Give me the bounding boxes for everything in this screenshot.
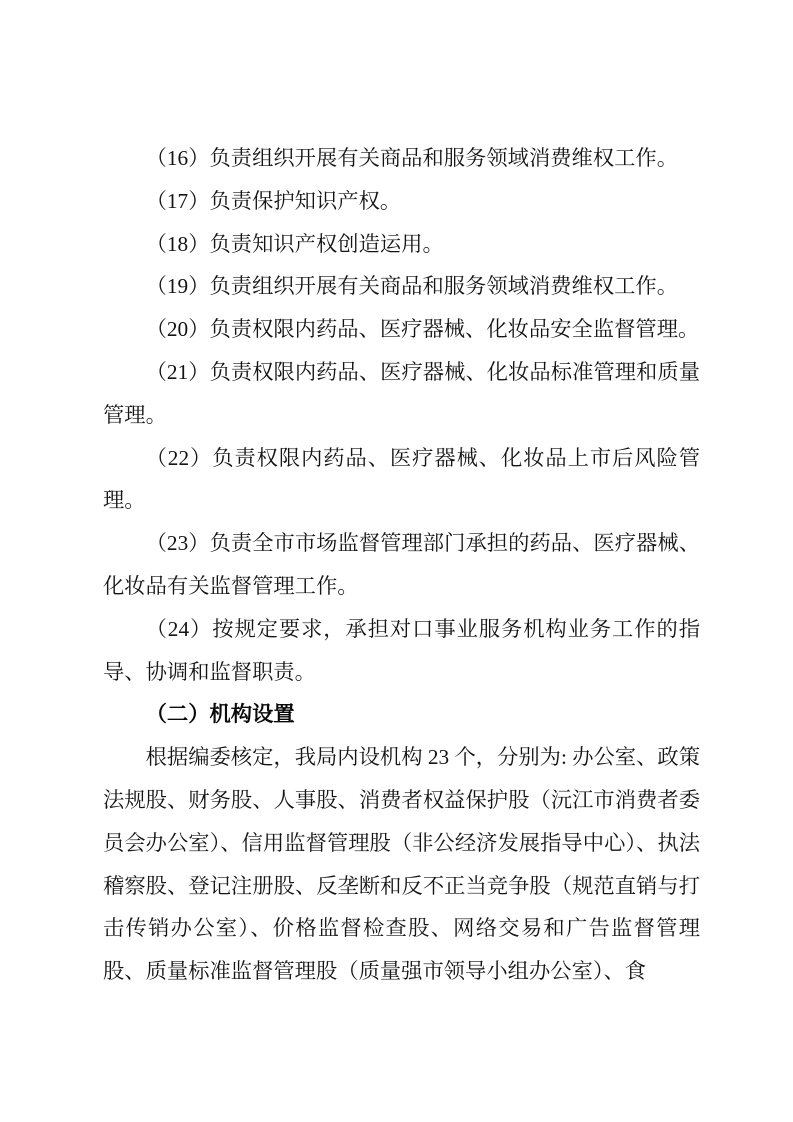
paragraph-item-20: （20）负责权限内药品、医疗器械、化妆品安全监督管理。 [145,317,700,342]
paragraph-organization-setup-body: 根据编委核定，我局内设机构 23 个，分别为: 办公室、政策法规股、财务股、人事股、消费者权益保护股（沅江市消费者委员会办公室）、信用监督管理股（非公经济发展指导中心）、执法稽察股、登记注册股、反垄断和反不正当竞争股（规范直销与打击传销办公室）、价格监督检查股、网络交易和广告监督管理股、质量标准监督管理股（质量强市领导小组办公室）、食 [103,745,700,984]
document-content [103,137,700,993]
paragraph-item-17: （17）负责保护知识产权。 [145,188,402,213]
paragraph-item-18: （18）负责知识产权创造运用。 [145,231,444,256]
paragraph-item-19: （19）负责组织开展有关商品和服务领域消费维权工作。 [145,274,679,299]
paragraph-item-23: （23）负责全市市场监督管理部门承担的药品、医疗器械、化妆品有关监督管理工作。 [103,531,700,598]
paragraph-item-22: （22）负责权限内药品、医疗器械、化妆品上市后风险管理。 [103,445,700,513]
paragraph-item-24: （24）按规定要求，承担对口事业服务机构业务工作的指导、协调和监督职责。 [103,616,700,684]
paragraph-item-16: （16）负责组织开展有关商品和服务领域消费维权工作。 [145,146,679,170]
section-heading-organization-setup: （二）机构设置 [145,702,295,727]
paragraph-item-21: （21）负责权限内药品、医疗器械、化妆品标准管理和质量管理。 [103,359,700,427]
